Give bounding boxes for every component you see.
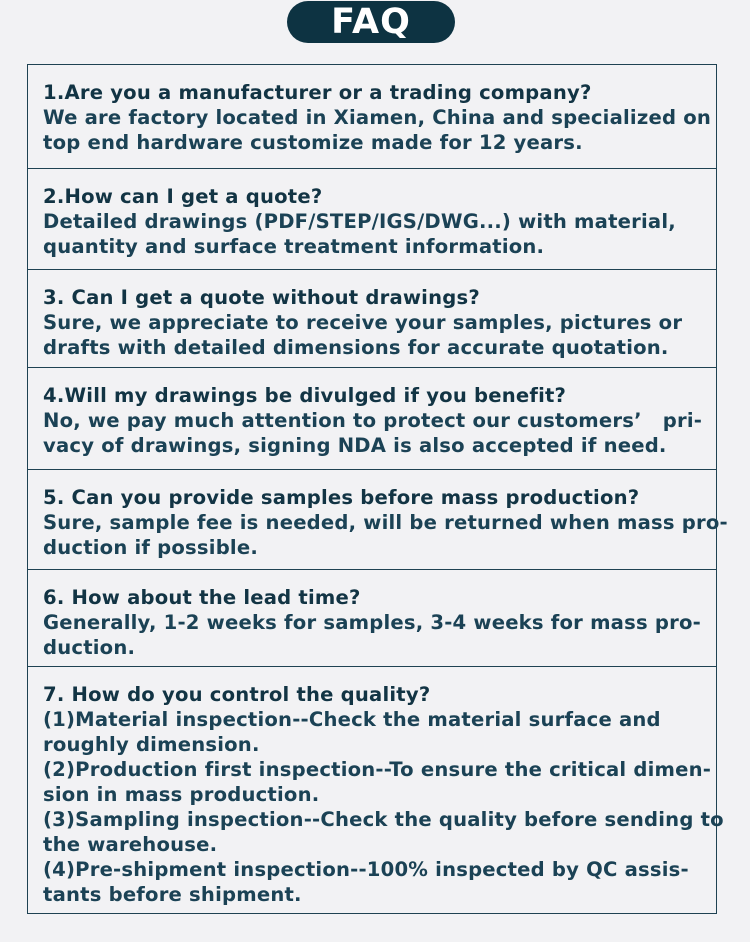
faq-answer-line: the warehouse. <box>43 833 218 856</box>
faq-question: 5. Can you provide samples before mass production? <box>43 486 640 509</box>
faq-answer-line: Sure, sample fee is needed, will be returned when mass pro- <box>43 511 728 534</box>
faq-question: 2.How can I get a quote? <box>43 185 323 208</box>
faq-answer-line: (4)Pre-shipment inspection--100% inspected by QC assis- <box>43 858 689 881</box>
faq-answer-line: Sure, we appreciate to receive your samples, pictures or <box>43 311 683 334</box>
faq-answer-line: duction if possible. <box>43 536 258 559</box>
faq-answer-line: drafts with detailed dimensions for accurate quotation. <box>43 336 669 359</box>
faq-item-5 <box>28 470 728 570</box>
faq-item-6 <box>28 570 716 667</box>
faq-question: 7. How do you control the quality? <box>43 683 431 706</box>
faq-answer-line: sion in mass production. <box>43 783 320 806</box>
faq-answer-line: Detailed drawings (PDF/STEP/IGS/DWG...) with material, <box>43 210 676 233</box>
faq-table <box>27 64 728 914</box>
faq-answer-line: quantity and surface treatment information. <box>43 235 545 258</box>
faq-answer-line: roughly dimension. <box>43 733 260 756</box>
faq-question: 3. Can I get a quote without drawings? <box>43 286 480 309</box>
faq-answer-line: (1)Material inspection--Check the material surface and <box>43 708 661 731</box>
faq-item-4 <box>28 368 716 470</box>
faq-answer-line: top end hardware customize made for 12 years. <box>43 131 583 154</box>
faq-item-7 <box>28 667 724 913</box>
faq-answer-line: vacy of drawings, signing NDA is also accepted if need. <box>43 434 667 457</box>
faq-answer-line: Generally, 1-2 weeks for samples, 3-4 weeks for mass pro- <box>43 611 701 634</box>
faq-question: 1.Are you a manufacturer or a trading company? <box>43 81 592 104</box>
faq-answer-line: We are factory located in Xiamen, China and specialized on <box>43 106 711 129</box>
faq-question: 6. How about the lead time? <box>43 586 361 609</box>
faq-answer-line: (3)Sampling inspection--Check the quality before sending to <box>43 808 724 831</box>
faq-answer-line: tants before shipment. <box>43 883 302 906</box>
faq-answer-line: No, we pay much attention to protect our customers’ pri- <box>43 409 703 432</box>
faq-item-2 <box>28 169 716 270</box>
faq-answer-line: duction. <box>43 636 136 659</box>
faq-answer-line: (2)Production first inspection--To ensure the critical dimen- <box>43 758 712 781</box>
faq-item-3 <box>28 270 716 368</box>
faq-item-1 <box>28 65 716 169</box>
faq-title: FAQ <box>287 1 455 43</box>
faq-question: 4.Will my drawings be divulged if you benefit? <box>43 384 567 407</box>
